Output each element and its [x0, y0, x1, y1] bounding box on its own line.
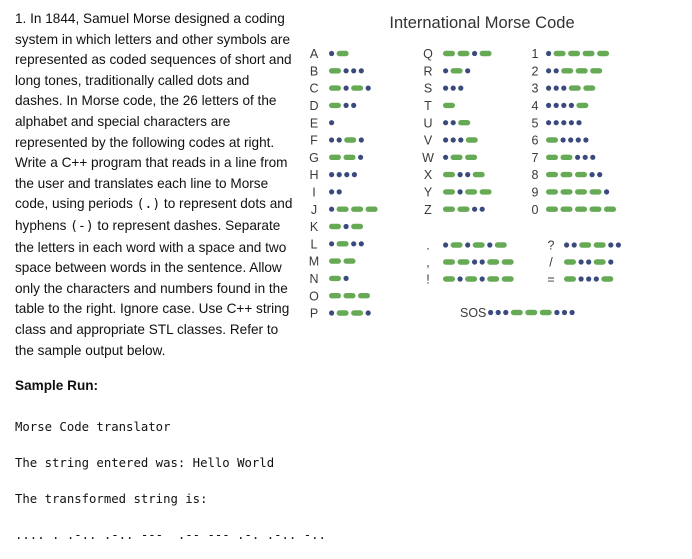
morse-letter-e-dot-1 — [329, 120, 334, 125]
morse-letter-k — [310, 220, 363, 234]
morse-punct-period-label: . — [426, 238, 430, 253]
morse-punct-question — [548, 239, 621, 253]
morse-letter-o-dash-3 — [358, 293, 370, 298]
morse-letter-m — [309, 255, 356, 269]
morse-punct-comma-dash-6 — [502, 259, 514, 264]
hyphen-symbol: (-) — [70, 218, 94, 234]
morse-letter-x-dash-4 — [473, 172, 485, 177]
morse-letter-e — [310, 116, 334, 130]
morse-punct-exclamation-label: ! — [426, 272, 430, 287]
morse-letter-z-dot-3 — [472, 207, 477, 212]
sample-run-heading: Sample Run: — [15, 378, 99, 393]
morse-digit-8-dash-2 — [561, 172, 573, 177]
question-text — [15, 9, 300, 361]
morse-letter-u — [423, 116, 470, 130]
morse-digit-6 — [532, 134, 589, 148]
morse-letter-q — [423, 47, 491, 61]
morse-letter-c-dash-3 — [351, 85, 363, 90]
morse-letter-x-dot-2 — [458, 172, 463, 177]
morse-digit-1-label: 1 — [531, 47, 539, 62]
morse-letter-m-label: M — [308, 254, 320, 269]
morse-letter-g — [309, 151, 363, 165]
morse-letter-b — [310, 64, 364, 78]
morse-letter-a-dash-2 — [337, 51, 349, 56]
morse-letter-s-dot-1 — [443, 86, 448, 91]
morse-letter-l-dot-4 — [359, 241, 364, 246]
morse-letter-g-label: G — [309, 150, 319, 165]
morse-letter-g-dash-1 — [329, 155, 341, 160]
morse-sos-dot-1 — [488, 310, 493, 315]
morse-letter-m-dash-1 — [329, 258, 341, 263]
question-text-part3: to represent dashes. Separate the letters in each word with a space and two space between words in the sentence. Allow only the characters and numbers found in the table to the right. Ignore case. Use C++ string class and appropriate STL classes. Refer to the sample output below. — [15, 217, 290, 358]
morse-digit-2-dash-5 — [590, 68, 602, 73]
morse-letter-r — [423, 64, 470, 78]
morse-digit-5-dot-1 — [546, 120, 551, 125]
morse-digit-8-dot-4 — [590, 172, 595, 177]
morse-letter-v-label: V — [423, 133, 433, 148]
morse-letter-t-label: T — [424, 99, 432, 113]
morse-letter-v — [424, 134, 478, 148]
morse-punct-slash-dash-1 — [564, 259, 576, 264]
morse-letter-y-dash-4 — [480, 189, 492, 194]
morse-digit-6-dot-5 — [583, 137, 588, 142]
morse-letter-k-dash-1 — [329, 224, 341, 229]
morse-punct-equals-label: = — [547, 272, 555, 287]
morse-punct-exclamation-dash-3 — [465, 276, 477, 281]
morse-letter-n-dash-1 — [329, 276, 341, 281]
morse-letter-l — [311, 237, 364, 251]
morse-punct-exclamation-dash-5 — [487, 276, 499, 281]
morse-letter-b-dot-3 — [351, 68, 356, 73]
morse-letter-i-label: I — [312, 185, 316, 200]
morse-letter-b-dash-1 — [329, 68, 341, 73]
morse-letter-d-label: D — [309, 99, 319, 113]
morse-letter-z — [424, 203, 485, 217]
morse-digit-0-label: 0 — [531, 202, 539, 217]
morse-letter-r-dot-1 — [443, 68, 448, 73]
morse-letter-w-label: W — [422, 150, 434, 165]
question-text-part2: to represent dots and hyphens — [15, 196, 293, 233]
morse-digit-2 — [532, 64, 603, 78]
morse-letter-q-dot-3 — [472, 51, 477, 56]
morse-letter-o — [309, 289, 370, 303]
morse-letter-h-label: H — [309, 168, 319, 183]
morse-letter-s-dot-2 — [451, 86, 456, 91]
morse-digit-6-dot-3 — [568, 137, 573, 142]
morse-digit-9-dash-1 — [546, 189, 558, 194]
morse-letter-i — [312, 186, 342, 200]
morse-digit-8 — [532, 168, 603, 182]
morse-digit-3-dot-2 — [554, 86, 559, 91]
morse-digit-1 — [532, 47, 610, 61]
morse-letter-d-dot-2 — [344, 103, 349, 108]
morse-letter-w-dash-2 — [451, 155, 463, 160]
morse-letter-o-label: O — [309, 289, 319, 304]
morse-digit-0 — [532, 203, 616, 217]
morse-letter-r-label: R — [423, 64, 433, 79]
morse-digit-9 — [532, 186, 610, 200]
morse-letter-j-dash-2 — [337, 207, 349, 212]
morse-letter-h-dot-1 — [329, 172, 334, 177]
morse-letter-n-label: N — [309, 272, 319, 286]
morse-letter-u-dot-1 — [443, 120, 448, 125]
morse-punct-question-dot-2 — [572, 242, 577, 247]
morse-letter-a-label: A — [309, 47, 319, 62]
morse-digit-2-dash-4 — [576, 68, 588, 73]
morse-letter-p-dot-4 — [366, 310, 371, 315]
morse-digit-9-dash-3 — [575, 189, 587, 194]
morse-letter-e-label: E — [309, 116, 319, 131]
morse-letter-k-dot-2 — [344, 224, 349, 229]
morse-digit-0-dash-1 — [546, 207, 558, 212]
sample-output-line-3: The transformed string is: — [15, 492, 208, 506]
morse-letter-g-dash-2 — [344, 155, 356, 160]
morse-digit-6-dot-2 — [561, 137, 566, 142]
morse-letter-d — [309, 99, 356, 113]
morse-letter-t-dash-1 — [443, 103, 455, 108]
morse-digit-4-dot-3 — [561, 103, 566, 108]
morse-digit-0-dash-4 — [590, 207, 602, 212]
morse-punct-equals — [547, 273, 613, 287]
morse-letter-d-dot-3 — [351, 103, 356, 108]
morse-punct-period-dot-3 — [465, 242, 470, 247]
morse-digit-5-dot-2 — [554, 120, 559, 125]
morse-letter-j-dot-1 — [329, 207, 334, 212]
morse-punct-period-dash-2 — [451, 242, 463, 247]
morse-sos-dot-2 — [496, 310, 501, 315]
morse-digit-8-label: 8 — [531, 168, 539, 183]
morse-digit-7-dot-3 — [575, 155, 580, 160]
morse-sos-dot-9 — [570, 310, 575, 315]
morse-letter-y-dash-3 — [465, 189, 477, 194]
morse-punct-slash-label: / — [549, 255, 553, 270]
morse-digit-2-dash-3 — [561, 68, 573, 73]
morse-letter-c — [309, 82, 370, 96]
morse-letter-o-dash-1 — [329, 293, 341, 298]
morse-punct-exclamation — [426, 273, 513, 287]
morse-letter-v-dot-1 — [443, 137, 448, 142]
period-symbol: (.) — [136, 197, 161, 213]
morse-digit-0-dash-3 — [575, 207, 587, 212]
morse-sos-dot-8 — [562, 310, 567, 315]
morse-sos-dash-5 — [525, 310, 537, 315]
morse-letter-q-dash-2 — [458, 51, 470, 56]
morse-letter-x-label: X — [423, 168, 433, 183]
morse-punct-equals-dot-4 — [594, 276, 599, 281]
morse-digit-9-dot-5 — [604, 189, 609, 194]
morse-punct-comma-dash-1 — [443, 259, 455, 264]
morse-digit-9-dash-4 — [590, 189, 602, 194]
sample-output-line-1: Morse Code translator — [15, 420, 171, 434]
morse-letter-z-label: Z — [424, 202, 432, 217]
morse-punct-exclamation-dot-2 — [458, 276, 463, 281]
morse-punct-question-label: ? — [547, 238, 555, 253]
morse-letter-k-dash-3 — [351, 224, 363, 229]
morse-letter-l-label: L — [310, 237, 318, 252]
morse-digit-2-label: 2 — [531, 64, 539, 79]
morse-digit-4-dot-1 — [546, 103, 551, 108]
morse-punct-period-dash-4 — [473, 242, 485, 247]
morse-letter-b-dot-2 — [344, 68, 349, 73]
morse-digit-5 — [532, 116, 582, 130]
morse-letter-y — [424, 186, 492, 200]
morse-letter-c-dot-4 — [366, 86, 371, 91]
morse-letter-j — [311, 203, 378, 217]
morse-letter-l-dot-1 — [329, 241, 334, 246]
morse-letter-m-dash-2 — [344, 258, 356, 263]
morse-digit-4-dot-2 — [554, 103, 559, 108]
chart-title: International Morse Code — [389, 14, 575, 32]
morse-letter-z-dot-4 — [480, 207, 485, 212]
morse-digit-1-dot-1 — [546, 51, 551, 56]
morse-letter-t — [424, 99, 455, 113]
morse-digit-8-dash-1 — [546, 172, 558, 177]
morse-punct-equals-dash-1 — [564, 276, 576, 281]
morse-punct-question-dot-6 — [616, 242, 621, 247]
morse-punct-exclamation-dash-1 — [443, 276, 455, 281]
morse-letter-h-dot-4 — [352, 172, 357, 177]
morse-digit-2-dot-2 — [554, 68, 559, 73]
morse-digit-6-label: 6 — [531, 133, 539, 148]
morse-letter-h — [309, 168, 357, 182]
morse-letter-j-dash-3 — [351, 207, 363, 212]
morse-punct-equals-dot-2 — [579, 276, 584, 281]
morse-letter-v-dot-3 — [458, 137, 463, 142]
sample-output-line-4: .... . .-.. .-.. --- .-- --- .-. .-.. -.. — [15, 528, 326, 542]
morse-digit-7-dash-1 — [546, 155, 558, 160]
morse-letter-i-dot-1 — [329, 189, 334, 194]
morse-punct-exclamation-dash-6 — [502, 276, 514, 281]
morse-letter-y-dot-2 — [458, 189, 463, 194]
morse-letter-f-dot-4 — [359, 137, 364, 142]
morse-letter-f-dash-3 — [344, 137, 356, 142]
morse-letter-b-label: B — [309, 64, 319, 79]
morse-letter-h-dot-3 — [344, 172, 349, 177]
morse-letter-h-dot-2 — [337, 172, 342, 177]
morse-digit-7 — [532, 151, 596, 165]
morse-punct-slash-dot-5 — [608, 259, 613, 264]
morse-letter-v-dash-4 — [466, 137, 478, 142]
morse-letter-y-dash-1 — [443, 189, 455, 194]
morse-letter-s-dot-3 — [458, 86, 463, 91]
morse-digit-5-dot-4 — [569, 120, 574, 125]
morse-letter-f — [310, 134, 364, 148]
morse-punct-period-dot-5 — [487, 242, 492, 247]
morse-letter-v-dot-2 — [451, 137, 456, 142]
morse-sos-label: SOS — [460, 306, 487, 320]
morse-digit-3-dash-4 — [569, 85, 581, 90]
morse-letter-p-dot-1 — [329, 310, 334, 315]
morse-digit-9-label: 9 — [531, 185, 539, 200]
morse-letter-u-label: U — [423, 116, 433, 131]
morse-punct-comma-dash-5 — [487, 259, 499, 264]
morse-digit-6-dash-1 — [546, 137, 558, 142]
morse-letter-r-dot-3 — [465, 68, 470, 73]
morse-digit-8-dot-5 — [597, 172, 602, 177]
morse-punct-question-dot-1 — [564, 242, 569, 247]
morse-letter-c-dash-1 — [329, 85, 341, 90]
morse-letter-z-dash-2 — [458, 207, 470, 212]
morse-digit-7-dot-5 — [590, 155, 595, 160]
morse-punct-period-dot-1 — [443, 242, 448, 247]
morse-sos-dot-7 — [554, 310, 559, 315]
morse-letter-s-label: S — [423, 81, 433, 96]
morse-digit-1-dash-2 — [554, 51, 566, 56]
morse-letter-x-dash-1 — [443, 172, 455, 177]
morse-digit-3-label: 3 — [531, 81, 539, 96]
morse-punct-question-dash-4 — [594, 242, 606, 247]
morse-digit-3-dash-5 — [583, 85, 595, 90]
morse-sos — [460, 306, 575, 320]
morse-code-chart — [300, 0, 692, 330]
morse-letter-p-dash-2 — [337, 310, 349, 315]
morse-letter-c-label: C — [309, 81, 319, 96]
morse-letter-z-dash-1 — [443, 207, 455, 212]
morse-letter-b-dot-4 — [359, 68, 364, 73]
morse-digit-9-dash-2 — [561, 189, 573, 194]
morse-punct-comma — [426, 256, 513, 270]
morse-letter-n-dot-2 — [344, 276, 349, 281]
morse-punct-slash-dot-2 — [579, 259, 584, 264]
morse-letter-p-dash-3 — [351, 310, 363, 315]
morse-letter-s — [424, 82, 464, 96]
morse-punct-comma-dot-4 — [480, 259, 485, 264]
morse-punct-period-dash-6 — [495, 242, 507, 247]
morse-letter-q-label: Q — [423, 47, 433, 62]
morse-letter-n — [309, 272, 348, 286]
morse-digit-5-label: 5 — [531, 116, 539, 131]
morse-punct-question-dash-3 — [579, 242, 591, 247]
morse-punct-slash — [549, 256, 613, 270]
morse-digit-1-dash-3 — [568, 51, 580, 56]
morse-digit-3 — [532, 82, 596, 96]
morse-letter-c-dot-2 — [344, 86, 349, 91]
morse-letter-k-label: K — [309, 220, 319, 235]
morse-sos-dash-4 — [511, 310, 523, 315]
question-text-part1: 1. In 1844, Samuel Morse designed a coding system in which letters and other symbols are represented as coded sequences of short and long tones, traditionally called dots and dashes. In Morse code, the 26 letters of the alphabet and special characters are represented by the following codes at right. Write a C++ program that reads in a line from the user and translates each line to Morse code, using periods — [15, 11, 292, 212]
morse-letter-l-dash-2 — [337, 241, 349, 246]
morse-letter-x-dot-3 — [465, 172, 470, 177]
morse-letter-q-dash-4 — [480, 51, 492, 56]
morse-letter-p — [310, 307, 371, 321]
morse-letter-w — [422, 151, 477, 165]
morse-punct-slash-dash-4 — [594, 259, 606, 264]
morse-digit-4 — [532, 99, 589, 113]
morse-letter-u-dot-2 — [451, 120, 456, 125]
morse-letter-a — [310, 47, 349, 61]
morse-digit-6-dot-4 — [576, 137, 581, 142]
morse-digit-4-dot-4 — [569, 103, 574, 108]
morse-letter-i-dot-2 — [337, 189, 342, 194]
morse-digit-1-dash-5 — [597, 51, 609, 56]
morse-letter-w-dash-3 — [465, 155, 477, 160]
morse-digit-1-dash-4 — [583, 51, 595, 56]
morse-digit-7-label: 7 — [531, 150, 539, 165]
morse-letter-a-dot-1 — [329, 51, 334, 56]
morse-sos-dash-6 — [540, 310, 552, 315]
morse-letter-r-dash-2 — [451, 68, 463, 73]
morse-letter-g-dot-3 — [358, 155, 363, 160]
morse-letter-o-dash-2 — [344, 293, 356, 298]
morse-punct-comma-dot-3 — [472, 259, 477, 264]
morse-digit-7-dash-2 — [561, 155, 573, 160]
morse-letter-q-dash-1 — [443, 51, 455, 56]
morse-letter-f-dot-1 — [329, 137, 334, 142]
morse-digit-0-dash-2 — [561, 207, 573, 212]
morse-letter-u-dash-3 — [458, 120, 470, 125]
morse-letter-p-label: P — [309, 306, 319, 321]
morse-punct-comma-label: , — [426, 255, 430, 270]
morse-digit-8-dash-3 — [575, 172, 587, 177]
morse-digit-4-label: 4 — [531, 99, 539, 113]
morse-digit-0-dash-5 — [604, 207, 616, 212]
morse-letter-d-dash-1 — [329, 103, 341, 108]
morse-letter-f-dot-2 — [337, 137, 342, 142]
morse-digit-5-dot-3 — [561, 120, 566, 125]
sample-output-line-2: The string entered was: Hello World — [15, 456, 275, 470]
morse-sos-dot-3 — [503, 310, 508, 315]
morse-punct-question-dot-5 — [608, 242, 613, 247]
morse-letter-x — [424, 168, 485, 182]
morse-punct-equals-dash-5 — [601, 276, 613, 281]
morse-punct-period — [426, 239, 507, 253]
morse-letter-y-label: Y — [423, 185, 433, 200]
morse-punct-comma-dash-2 — [458, 259, 470, 264]
morse-punct-exclamation-dot-4 — [480, 276, 485, 281]
morse-letter-w-dot-1 — [443, 155, 448, 160]
morse-digit-7-dot-4 — [583, 155, 588, 160]
morse-digit-3-dot-3 — [561, 86, 566, 91]
morse-digit-2-dot-1 — [546, 68, 551, 73]
morse-punct-equals-dot-3 — [586, 276, 591, 281]
morse-letter-j-label: J — [310, 202, 318, 217]
morse-letter-f-label: F — [310, 133, 318, 148]
morse-digit-5-dot-5 — [576, 120, 581, 125]
morse-punct-slash-dot-3 — [586, 259, 591, 264]
morse-digit-4-dash-5 — [576, 103, 588, 108]
morse-letter-l-dot-3 — [351, 241, 356, 246]
morse-letter-j-dash-4 — [366, 207, 378, 212]
morse-digit-3-dot-1 — [546, 86, 551, 91]
